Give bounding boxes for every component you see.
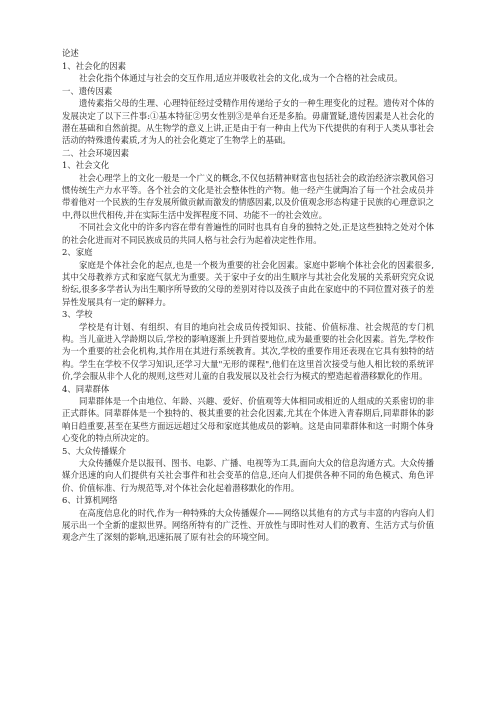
paragraph: 社会心理学上的文化一般是一个广义的概念,不仅包括精神财富也包括社会的政治经济宗教风俗习惯传统生产力水平等。各个社会的文化是社会整体性的产物。他一经产生就陶冶了每一个社会成员并带着他对一个民族的生存发展所做贡献而激发的情感因素,以及价值观念形态构建于民族的心理意识之中,得以世代相传,并在实际生活中发挥程度不同、功能不一的社会效应。: [62, 172, 434, 220]
section-heading: 5、大众传播媒介: [62, 445, 126, 456]
document-title: 论述: [62, 48, 79, 58]
paragraph: 家庭是个体社会化的起点,也是一个极为重要的社会化因素。家庭中影响个体社会化的因素很多,其中父母教养方式和家庭气氛尤为重要。关于家中子女的出生顺序与其社会化发展的关系研究究众说纷纭,很多多学者认为出生顺序所导致的父母的差别对待以及孩子由此在家庭中的不同位置对孩子的差异性发展具有一定的解释力。: [62, 259, 434, 307]
paragraph: 遗传素指父母的生理、心理特征经过受精作用传递给子女的一种生理变化的过程。遗传对个体的发展决定了以下三件事:①基本特征②男女性别③是单台还是多胎。毋庸置疑,遗传因素是人社会化的潜在基础和自然前提。从生物学的意义上讲,正是由于有一种由上代为下代提供的有利于人类从事社会活动的特殊遗传素质,才为人的社会化奠定了生物学上的基础。: [62, 98, 434, 146]
paragraph: 同辈群体是一个由地位、年龄、兴趣、爱好、价值观等大体相同或相近的人组成的关系密切的非正式群体。同辈群体是一个独特的、极其重要的社会化因素,尤其在个体进入青春期后,同辈群体的影响日趋重要,甚至在某些方面远远超过父母和家庭其他成员的影响。这是由同辈群体和这一时期个体身心变化的特点所决定的。: [62, 395, 434, 444]
paragraph: 社会化指个体通过与社会的交互作用,适应并吸收社会的文化,成为一个合格的社会成员。: [79, 73, 403, 84]
section-heading: 1、社会文化: [62, 160, 110, 171]
section-heading: 6、计算机网络: [62, 495, 118, 506]
section-heading: 2、家庭: [62, 247, 93, 258]
section-heading: 3、学校: [62, 309, 93, 320]
document-body: [62, 60, 434, 544]
paragraph: 在高度信息化的时代,作为一种特殊的大众传播媒介——网络以其他有的方式与丰富的内容向人们展示出一个全新的虚拟世界。网络所特有的广泛性、开放性与即时性对人们的教育、生活方式与价值观念产生了深刻的影响,迅速拓展了原有社会的环境空间。: [62, 507, 434, 543]
paragraph: 学校是有计划、有组织、有目的地向社会成员传授知识、技能、价值标准、社会规范的专门机构。当儿童进入学龄期以后,学校的影响逐渐上升到首要地位,成为最重要的社会化因素。首先,学校作为一个重要的社会化机构,其作用在其进行系统教育。其次,学校的重要作用还表现在它具有独特的结构。学生在学校不仅学习知识,还学习大量"无形的课程",他们在这里首次接受与他人相比较的系统评价,学会服从非个人化的规则,这些对儿童的自我发展以及社会行为模式的塑造起着潜移默化的作用。: [62, 321, 434, 382]
paragraph: 不同社会文化中的许多内容在带有普遍性的同时也具有自身的独特之处,正是这些独特之处对个体的社会化进而对不同民族成员的共同人格与社会行为起着决定性作用。: [62, 222, 434, 245]
section-heading: 4、同辈群体: [62, 383, 110, 394]
section-heading: 一、遗传因素: [62, 85, 113, 96]
section-heading: 二、社会环境因素: [62, 147, 129, 158]
section-heading: 1、社会化的因素: [62, 61, 126, 71]
paragraph: 大众传播媒介是以报刊、图书、电影、广播、电视等为工具,面向大众的信息沟通方式。大众传播媒介迅速的向人们提供有关社会事件和社会变革的信息,还向人们提供各种不同的角色模式、角色评价、价值标准、行为规范等,对个体社会化起着潜移默化的作用。: [62, 458, 434, 493]
